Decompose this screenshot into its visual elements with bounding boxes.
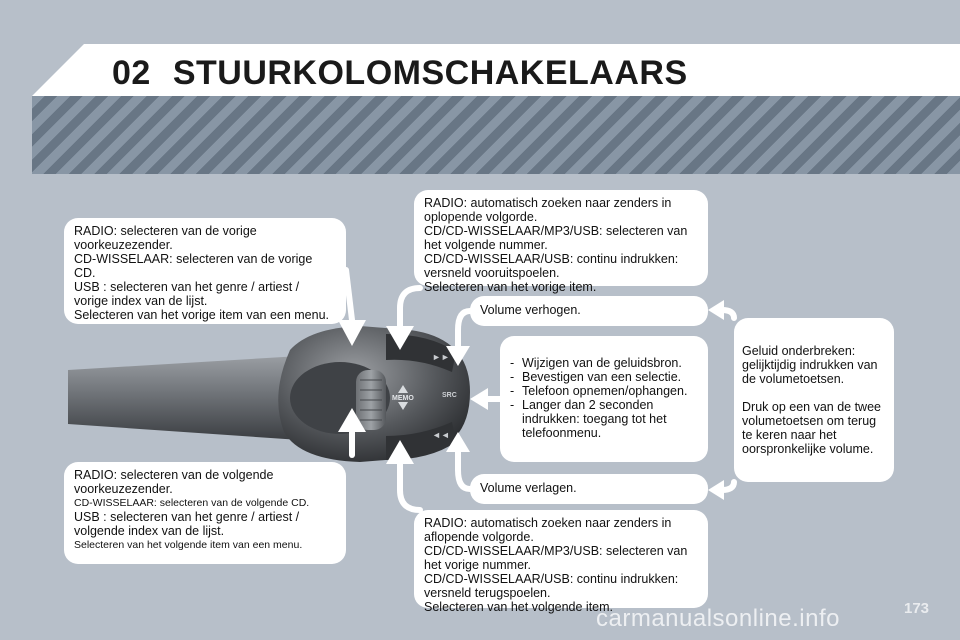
- callout-line: het volgende nummer.: [424, 238, 548, 252]
- callout-line: USB : selecteren van het genre / artiest /: [74, 280, 300, 294]
- callout-line: Volume verhogen.: [480, 303, 581, 317]
- callout-line: Selecteren van het vorige item.: [424, 280, 597, 294]
- mute-paragraph: Druk op een van de twee volumetoetsen om terug te keren naar het oorspronkelijke volume.: [742, 400, 881, 456]
- arrow-volume-down: [458, 448, 470, 489]
- callout-mute: [734, 318, 894, 482]
- callout-line: CD/CD-WISSELAAR/MP3/USB: selecteren van: [424, 544, 688, 558]
- page-number: 173: [904, 600, 930, 617]
- callout-line: CD-WISSELAAR: selecteren van de vorige: [74, 252, 313, 266]
- arrow-prev-preset: [346, 270, 352, 320]
- arrowhead-mute-up: [708, 300, 724, 320]
- callout-volume-down: [470, 474, 708, 504]
- callout-line: voorkeuzezender.: [74, 238, 173, 252]
- callout-line: Volume verlagen.: [480, 481, 577, 495]
- callout-line: CD/CD-WISSELAAR/USB: continu indrukken:: [424, 252, 679, 266]
- list-item: - Langer dan 2 seconden indrukken: toegang tot het telefoonmenu.: [508, 398, 698, 440]
- arrow-seek-up: [400, 288, 420, 328]
- source-button-list: [508, 356, 698, 440]
- arrowhead-src: [470, 388, 488, 410]
- watermark: carmanualsonline.info: [596, 605, 840, 632]
- callout-line: RADIO: automatisch zoeken naar zenders in: [424, 516, 672, 530]
- callout-line: CD-WISSELAAR: selecteren van de volgende CD.: [74, 497, 310, 509]
- callout-line: Selecteren van het volgende item.: [424, 600, 614, 614]
- memo-label: MEMO: [392, 395, 414, 402]
- callout-line: CD/CD-WISSELAAR/USB: continu indrukken:: [424, 572, 679, 586]
- src-label: SRC: [442, 392, 457, 399]
- stalk-shaft: [68, 356, 300, 440]
- callout-seek-up: [414, 190, 708, 294]
- callout-line: RADIO: automatisch zoeken naar zenders in: [424, 196, 672, 210]
- callout-line: RADIO: selecteren van de vorige: [74, 224, 257, 238]
- callout-line: RADIO: selecteren van de volgende: [74, 468, 274, 482]
- callout-line: Selecteren van het volgende item van een menu.: [74, 539, 303, 551]
- callout-line: Selecteren van het vorige item van een menu.: [74, 308, 330, 322]
- callout-line: CD.: [74, 266, 96, 280]
- list-item: - Wijzigen van de geluidsbron.: [508, 356, 698, 370]
- callout-seek-down: [414, 510, 708, 614]
- callout-line: vorige index van de lijst.: [74, 294, 208, 308]
- callout-line: USB : selecteren van het genre / artiest /: [74, 510, 300, 524]
- chapter-title: STUURKOLOMSCHAKELAARS: [172, 54, 688, 92]
- callout-line: het vorige nummer.: [424, 558, 531, 572]
- callout-line: versneld terugspoelen.: [424, 586, 551, 600]
- callout-next-preset: [64, 462, 346, 564]
- mute-paragraph: Geluid onderbreken: gelijktijdig indrukken van de volumetoetsen.: [742, 344, 878, 386]
- callout-line: volgende index van de lijst.: [74, 524, 225, 538]
- list-item: - Bevestigen van een selectie.: [508, 370, 698, 384]
- list-item: - Telefoon opnemen/ophangen.: [508, 384, 698, 398]
- callout-line: voorkeuzezender.: [74, 482, 173, 496]
- callout-line: versneld vooruitspoelen.: [424, 266, 560, 280]
- callout-line: aflopende volgorde.: [424, 530, 534, 544]
- callout-volume-up: [470, 296, 708, 326]
- callout-line: CD/CD-WISSELAAR/MP3/USB: selecteren van: [424, 224, 688, 238]
- rewind-icon: ◄◄: [432, 430, 450, 440]
- chapter-number: 02: [112, 54, 151, 92]
- callout-source-button: [500, 336, 708, 462]
- arrow-seek-down: [400, 462, 420, 510]
- callout-previous-preset: [64, 218, 346, 324]
- arrowhead-mute-down: [708, 480, 724, 500]
- forward-icon: ►►: [432, 352, 450, 362]
- callout-line: oplopende volgorde.: [424, 210, 538, 224]
- arrow-volume-up: [458, 311, 470, 350]
